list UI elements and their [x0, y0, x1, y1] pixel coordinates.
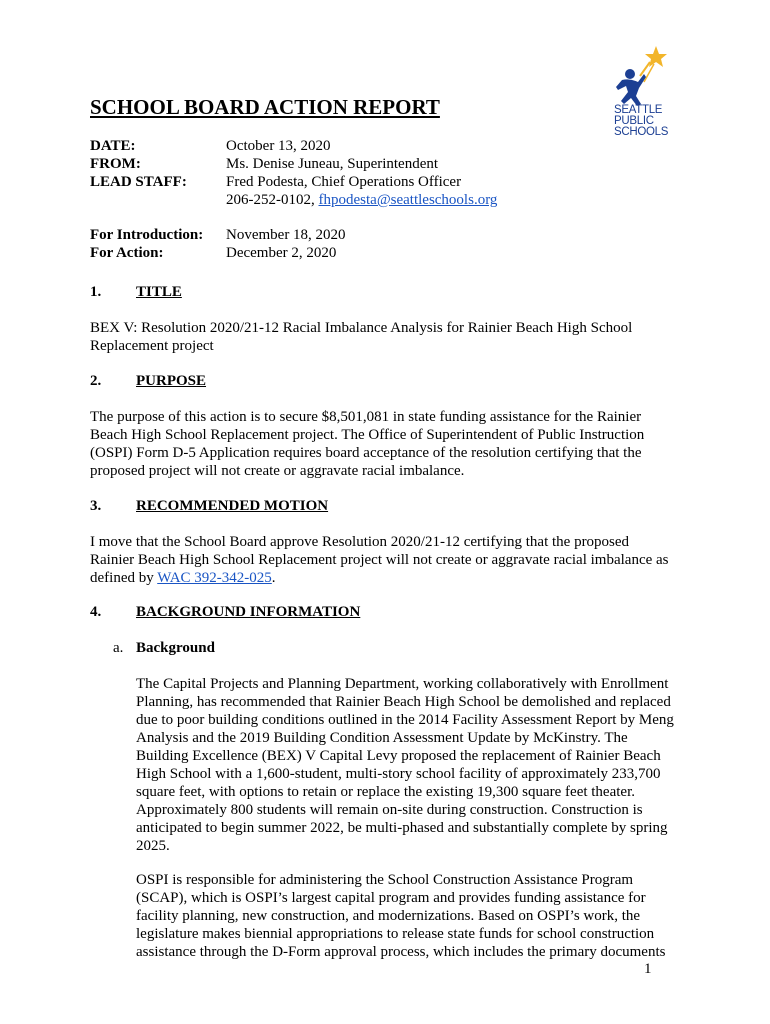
motion-text [90, 533, 669, 587]
lead-staff-value: Fred Podesta, Chief Operations Officer [226, 174, 462, 190]
text-line: Building Excellence (BEX) V Capital Levy proposed the replacement of Rainier Beach [136, 748, 661, 764]
logo-line-2: PUBLIC [614, 115, 654, 127]
text-line: 2025. [136, 838, 170, 854]
text-line: Analysis and the 2019 Building Condition Assessment Update by McKinstry. The [136, 730, 628, 746]
date-value: October 13, 2020 [226, 138, 331, 154]
logo-line-3: SCHOOLS [614, 126, 669, 138]
text-line: OSPI is responsible for administering the School Construction Assistance Program [136, 872, 634, 888]
section-1-number: 1. [90, 284, 102, 300]
logo-line-1: SEATTLE [614, 104, 663, 116]
text-line: due to poor building conditions outlined in the 2014 Facility Assessment Report by Meng [136, 712, 674, 728]
report-title: SCHOOL BOARD ACTION REPORT [90, 95, 440, 119]
logo-wordmark [614, 105, 668, 138]
text-line: (OSPI) Form D-5 Application requires board acceptance of the resolution certifying that the [90, 445, 642, 461]
text-fragment: . [271, 570, 276, 586]
page-number: 1 [644, 961, 652, 977]
subsection-heading: Background [136, 640, 215, 656]
introduction-label: For Introduction: [90, 227, 204, 243]
action-value: December 2, 2020 [226, 245, 337, 261]
text-line [90, 569, 669, 587]
text-line: anticipated to begin summer 2022, be multi-phased and substantially complete by spring [136, 820, 668, 836]
text-line: square feet, with options to retain or replace the existing 19,300 square feet theater. [136, 784, 635, 800]
email-link[interactable]: fhpodesta@seattleschools.org [318, 192, 498, 208]
subsection-letter: a. [113, 640, 124, 656]
text-line: I move that the School Board approve Resolution 2020/21-12 certifying that the proposed [90, 534, 630, 550]
text-line: assistance through the D-Form approval process, which includes the primary documents [136, 944, 666, 960]
text-line: (SCAP), which is OSPI’s largest capital program and provides funding assistance for [136, 890, 646, 906]
text-line: The purpose of this action is to secure $8,501,081 in state funding assistance for the Rainier [90, 409, 642, 425]
text-line: legislature makes biennial appropriations to release state funds for school construction [136, 926, 655, 942]
text-fragment: defined by [90, 570, 158, 586]
from-value: Ms. Denise Juneau, Superintendent [226, 156, 439, 172]
section-2-heading: PURPOSE [136, 373, 207, 389]
phone-number: 206-252-0102, [226, 192, 319, 208]
text-line: Replacement project [90, 338, 214, 354]
purpose-text [90, 408, 644, 480]
date-label: DATE: [90, 138, 136, 154]
wac-link[interactable]: WAC 392-342-025 [157, 570, 272, 586]
text-line: Rainier Beach High School Replacement project will not create or aggravate racial imbalance as [90, 552, 669, 568]
background-paragraph-1 [136, 675, 674, 855]
text-line: The Capital Projects and Planning Department, working collaboratively with Enrollment [136, 676, 669, 692]
text-line: facility planning, new construction, and modernizations. Based on OSPI’s work, the [136, 908, 641, 924]
text-line: Beach High School Replacement project. The Office of Superintendent of Public Instruction [90, 427, 645, 443]
section-4-number: 4. [90, 604, 102, 620]
background-paragraph-2 [136, 871, 665, 961]
section-1-heading: TITLE [136, 284, 182, 300]
section-3-heading: RECOMMENDED MOTION [136, 498, 329, 514]
text-line: BEX V: Resolution 2020/21-12 Racial Imbalance Analysis for Rainier Beach High School [90, 320, 633, 336]
from-label: FROM: [90, 156, 141, 172]
text-line: High School with a 1,600-student, multi-story school facility of approximately 233,700 [136, 766, 661, 782]
contact-line [226, 191, 497, 209]
section-2-number: 2. [90, 373, 102, 389]
text-line: Planning, has recommended that Rainier Beach High School be demolished and replaced [136, 694, 671, 710]
title-text [90, 319, 632, 355]
action-label: For Action: [90, 245, 164, 261]
text-line: Approximately 800 students will remain on-site during construction. Construction is [136, 802, 643, 818]
section-3-number: 3. [90, 498, 102, 514]
lead-staff-label: LEAD STAFF: [90, 174, 187, 190]
introduction-value: November 18, 2020 [226, 227, 346, 243]
text-line: proposed project will not create or aggravate racial imbalance. [90, 463, 465, 479]
section-4-heading: BACKGROUND INFORMATION [136, 604, 361, 620]
